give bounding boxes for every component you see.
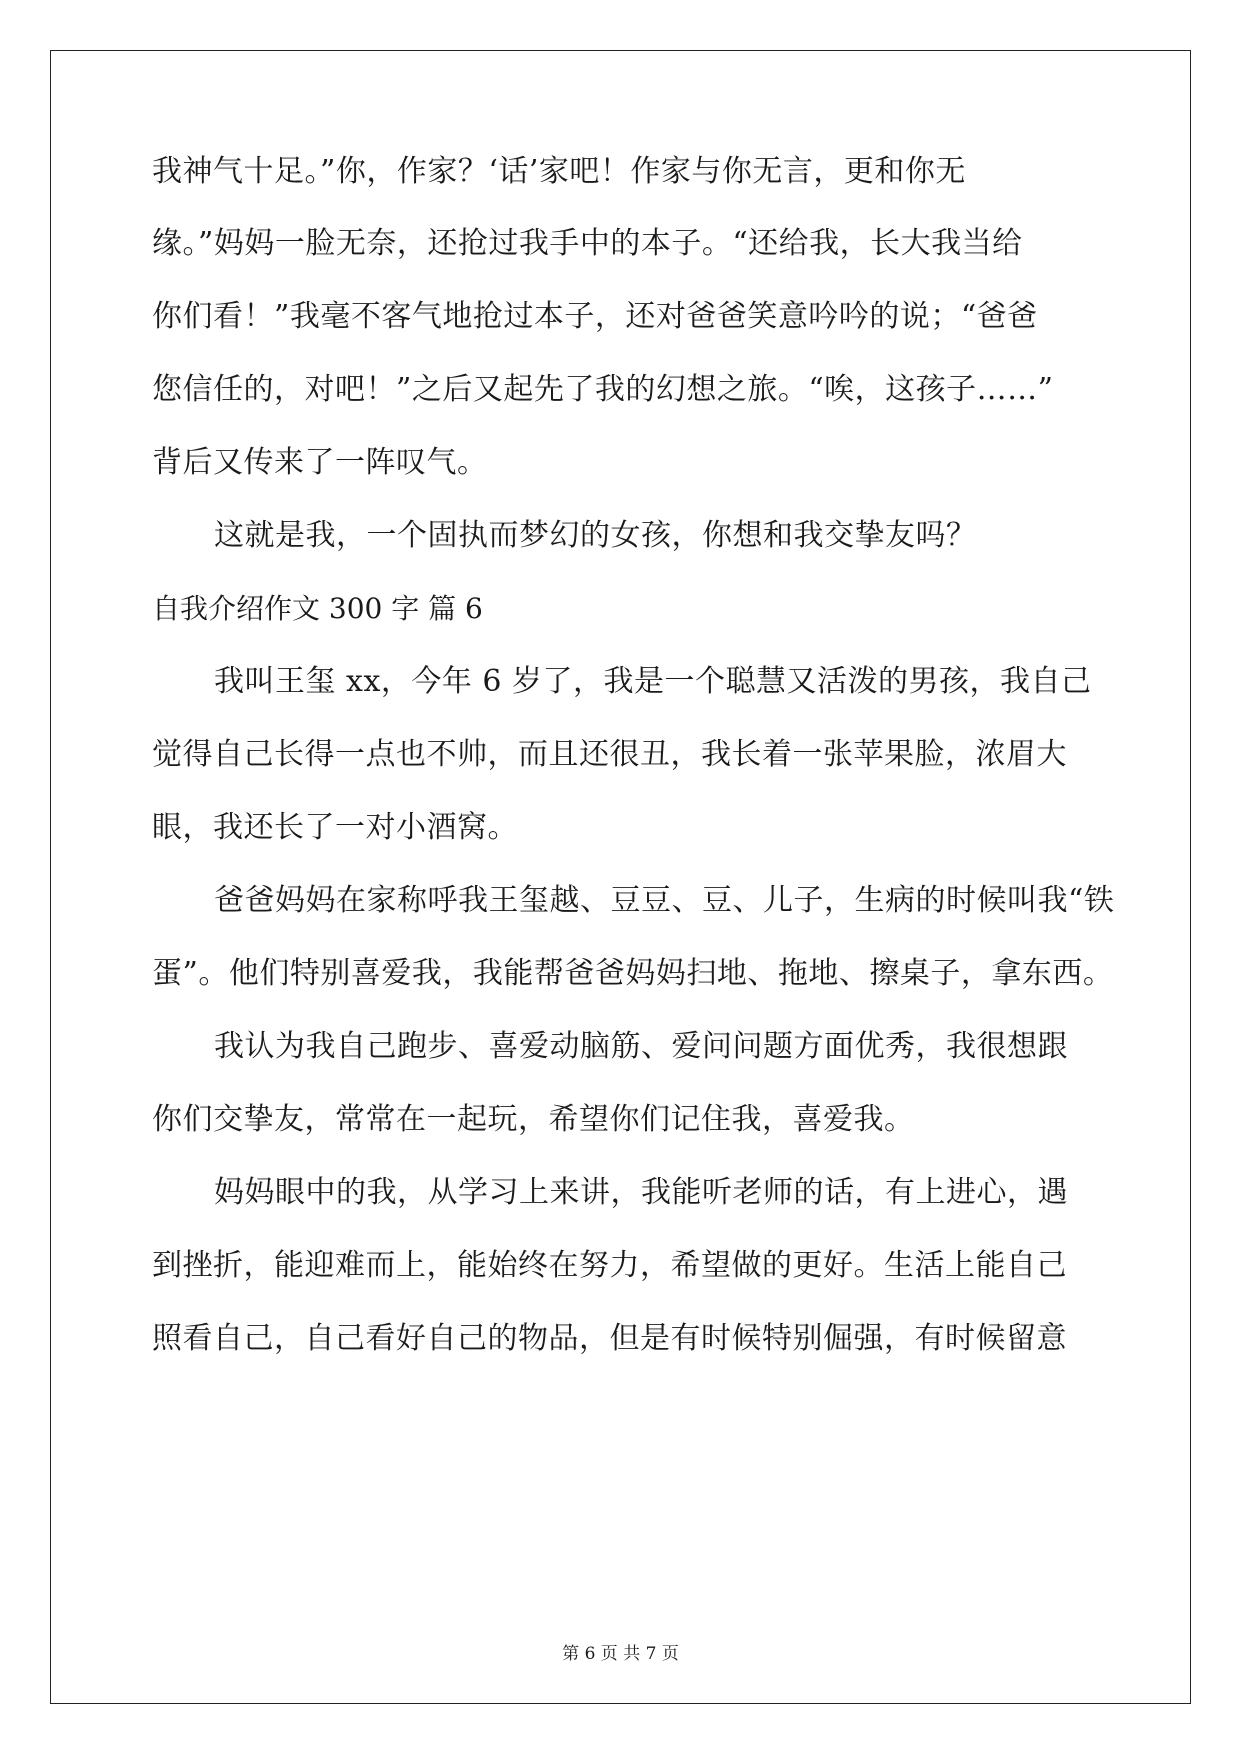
paragraph-line: 背后又传来了一阵叹气。 bbox=[152, 445, 488, 480]
section-heading: 自我介绍作文 300 字 篇 6 bbox=[152, 592, 483, 625]
paragraph-line: 我叫王玺 xx，今年 6 岁了，我是一个聪慧又活泼的男孩，我自己 bbox=[214, 664, 1092, 699]
paragraph-line: 蛋”。他们特别喜爱我，我能帮爸爸妈妈扫地、拖地、擦桌子，拿东西。 bbox=[152, 956, 1114, 991]
paragraph-line: 您信任的，对吧！”之后又起先了我的幻想之旅。“唉，这孩子……” bbox=[152, 372, 1054, 407]
paragraph-line: 我神气十足。”你，作家？‘话’家吧！作家与你无言，更和你无 bbox=[152, 154, 966, 189]
paragraph-line: 照看自己，自己看好自己的物品，但是有时候特别倔强，有时候留意 bbox=[152, 1321, 1067, 1356]
paragraph-line: 爸爸妈妈在家称呼我王玺越、豆豆、豆、儿子，生病的时候叫我“铁 bbox=[214, 883, 1115, 918]
paragraph-line: 我认为我自己跑步、喜爱动脑筋、爱问问题方面优秀，我很想跟 bbox=[214, 1029, 1068, 1064]
paragraph-line: 你们看！”我毫不客气地抢过本子，还对爸爸笑意吟吟的说；“爸爸 bbox=[152, 299, 1038, 334]
paragraph-line: 眼，我还长了一对小酒窝。 bbox=[152, 810, 518, 845]
paragraph-line: 觉得自己长得一点也不帅，而且还很丑，我长着一张苹果脸，浓眉大 bbox=[152, 737, 1067, 772]
paragraph-line: 到挫折，能迎难而上，能始终在努力，希望做的更好。生活上能自己 bbox=[152, 1248, 1067, 1283]
paragraph-line: 妈妈眼中的我，从学习上来讲，我能听老师的话，有上进心，遇 bbox=[214, 1175, 1068, 1210]
paragraph-line: 你们交挚友，常常在一起玩，希望你们记住我，喜爱我。 bbox=[152, 1102, 915, 1137]
paragraph-line: 缘。”妈妈一脸无奈，还抢过我手中的本子。“还给我，长大我当给 bbox=[152, 226, 1023, 261]
page-number-footer: 第 6 页 共 7 页 bbox=[562, 1644, 679, 1664]
paragraph-line: 这就是我，一个固执而梦幻的女孩，你想和我交挚友吗？ bbox=[214, 518, 977, 553]
